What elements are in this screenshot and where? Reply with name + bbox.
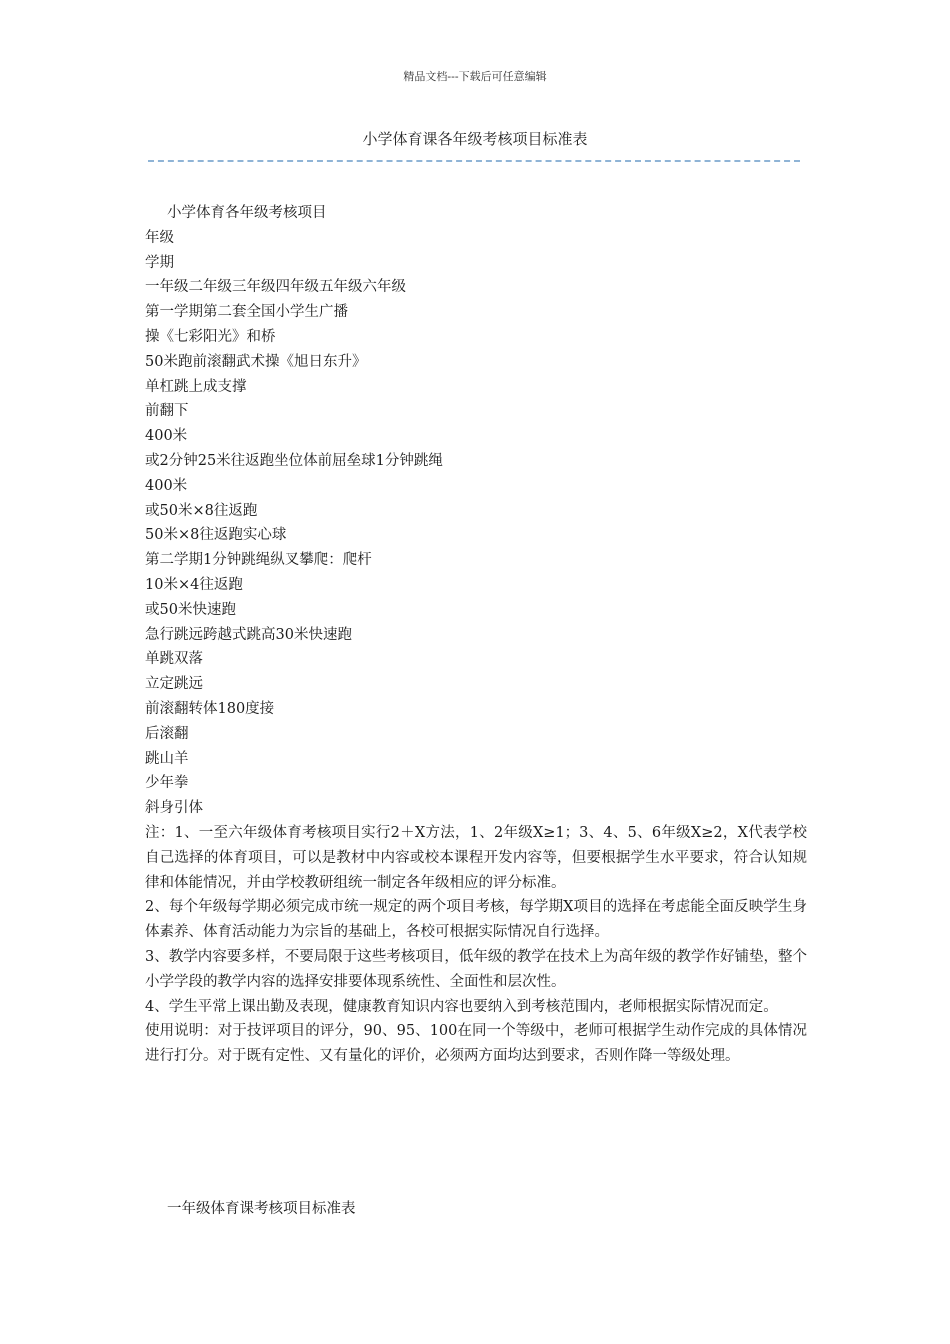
body-line: 单跳双落 — [145, 651, 203, 668]
body-line: 400米 — [145, 477, 188, 494]
body-line: 后滚翻 — [145, 725, 189, 742]
note-paragraph: 3、教学内容要多样，不要局限于这些考核项目，低年级的教学在技术上为高年级的教学作好铺垫，整个小学学段的教学内容的选择安排要体现系统性、全面性和层次性。 — [145, 948, 807, 990]
body-line: 50米×8往返跑实心球 — [145, 527, 287, 544]
body-line: 单杠跳上成支撑 — [145, 378, 247, 395]
subheading: 小学体育各年级考核项目 — [167, 205, 327, 221]
body-line: 年级 — [145, 229, 174, 246]
document-title: 小学体育课各年级考核项目标准表 — [362, 130, 588, 148]
body-line: 急行跳远跨越式跳高30米快速跑 — [145, 626, 352, 643]
body-line: 前滚翻转体180度接 — [145, 700, 275, 717]
body-line: 或2分钟25米往返跑坐位体前屈垒球1分钟跳绳 — [145, 452, 443, 469]
body-line: 立定跳远 — [145, 676, 203, 693]
body-line: 一年级二年级三年级四年级五年级六年级 — [145, 279, 406, 296]
note-paragraph: 4、学生平常上课出勤及表现，健康教育知识内容也要纳入到考核范围内，老师根据实际情况而定。 — [145, 998, 778, 1015]
body-line: 操《七彩阳光》和桥 — [145, 328, 276, 345]
page-header-note: 精品文档---下载后可任意编辑 — [403, 70, 547, 83]
document-body — [145, 201, 807, 1069]
body-line: 或50米快速跑 — [145, 601, 236, 618]
section-title: 一年级体育课考核项目标准表 — [167, 1201, 356, 1217]
body-line: 或50米×8往返跑 — [145, 502, 258, 519]
note-paragraph: 2、每个年级每学期必须完成市统一规定的两个项目考核，每学期X项目的选择在考虑能全面反映学生身体素养、体育活动能力为宗旨的基础上，各校可根据实际情况自行选择。 — [145, 899, 807, 941]
body-line: 10米×4往返跑 — [145, 576, 243, 593]
body-line: 斜身引体 — [145, 800, 203, 817]
body-line: 第二学期1分钟跳绳纵叉攀爬：爬杆 — [145, 552, 372, 569]
body-line: 跳山羊 — [145, 750, 189, 767]
body-line: 第一学期第二套全国小学生广播 — [145, 304, 348, 321]
body-line: 50米跑前滚翻武术操《旭日东升》 — [145, 353, 367, 370]
body-line: 少年拳 — [145, 775, 189, 792]
body-line: 400米 — [145, 428, 188, 445]
title-divider — [148, 160, 800, 162]
usage-paragraph: 使用说明：对于技评项目的评分，90、95、100在同一个等级中，老师可根据学生动作完成的具体情况进行打分。对于既有定性、又有量化的评价，必须两方面均达到要求，否则作降一等级处理。 — [145, 1023, 807, 1065]
body-line: 前翻下 — [145, 403, 189, 420]
note-paragraph: 注：1、一至六年级体育考核项目实行2＋X方法，1、2年级X≥1；3、4、5、6年级X≥2，X代表学校自己选择的体育项目，可以是教材中内容或校本课程开发内容等，但要根据学生水平要求，符合认知规律和体能情况，并由学校教研组统一制定各年级相应的评分标准。 — [145, 824, 807, 891]
body-line: 学期 — [145, 254, 174, 271]
